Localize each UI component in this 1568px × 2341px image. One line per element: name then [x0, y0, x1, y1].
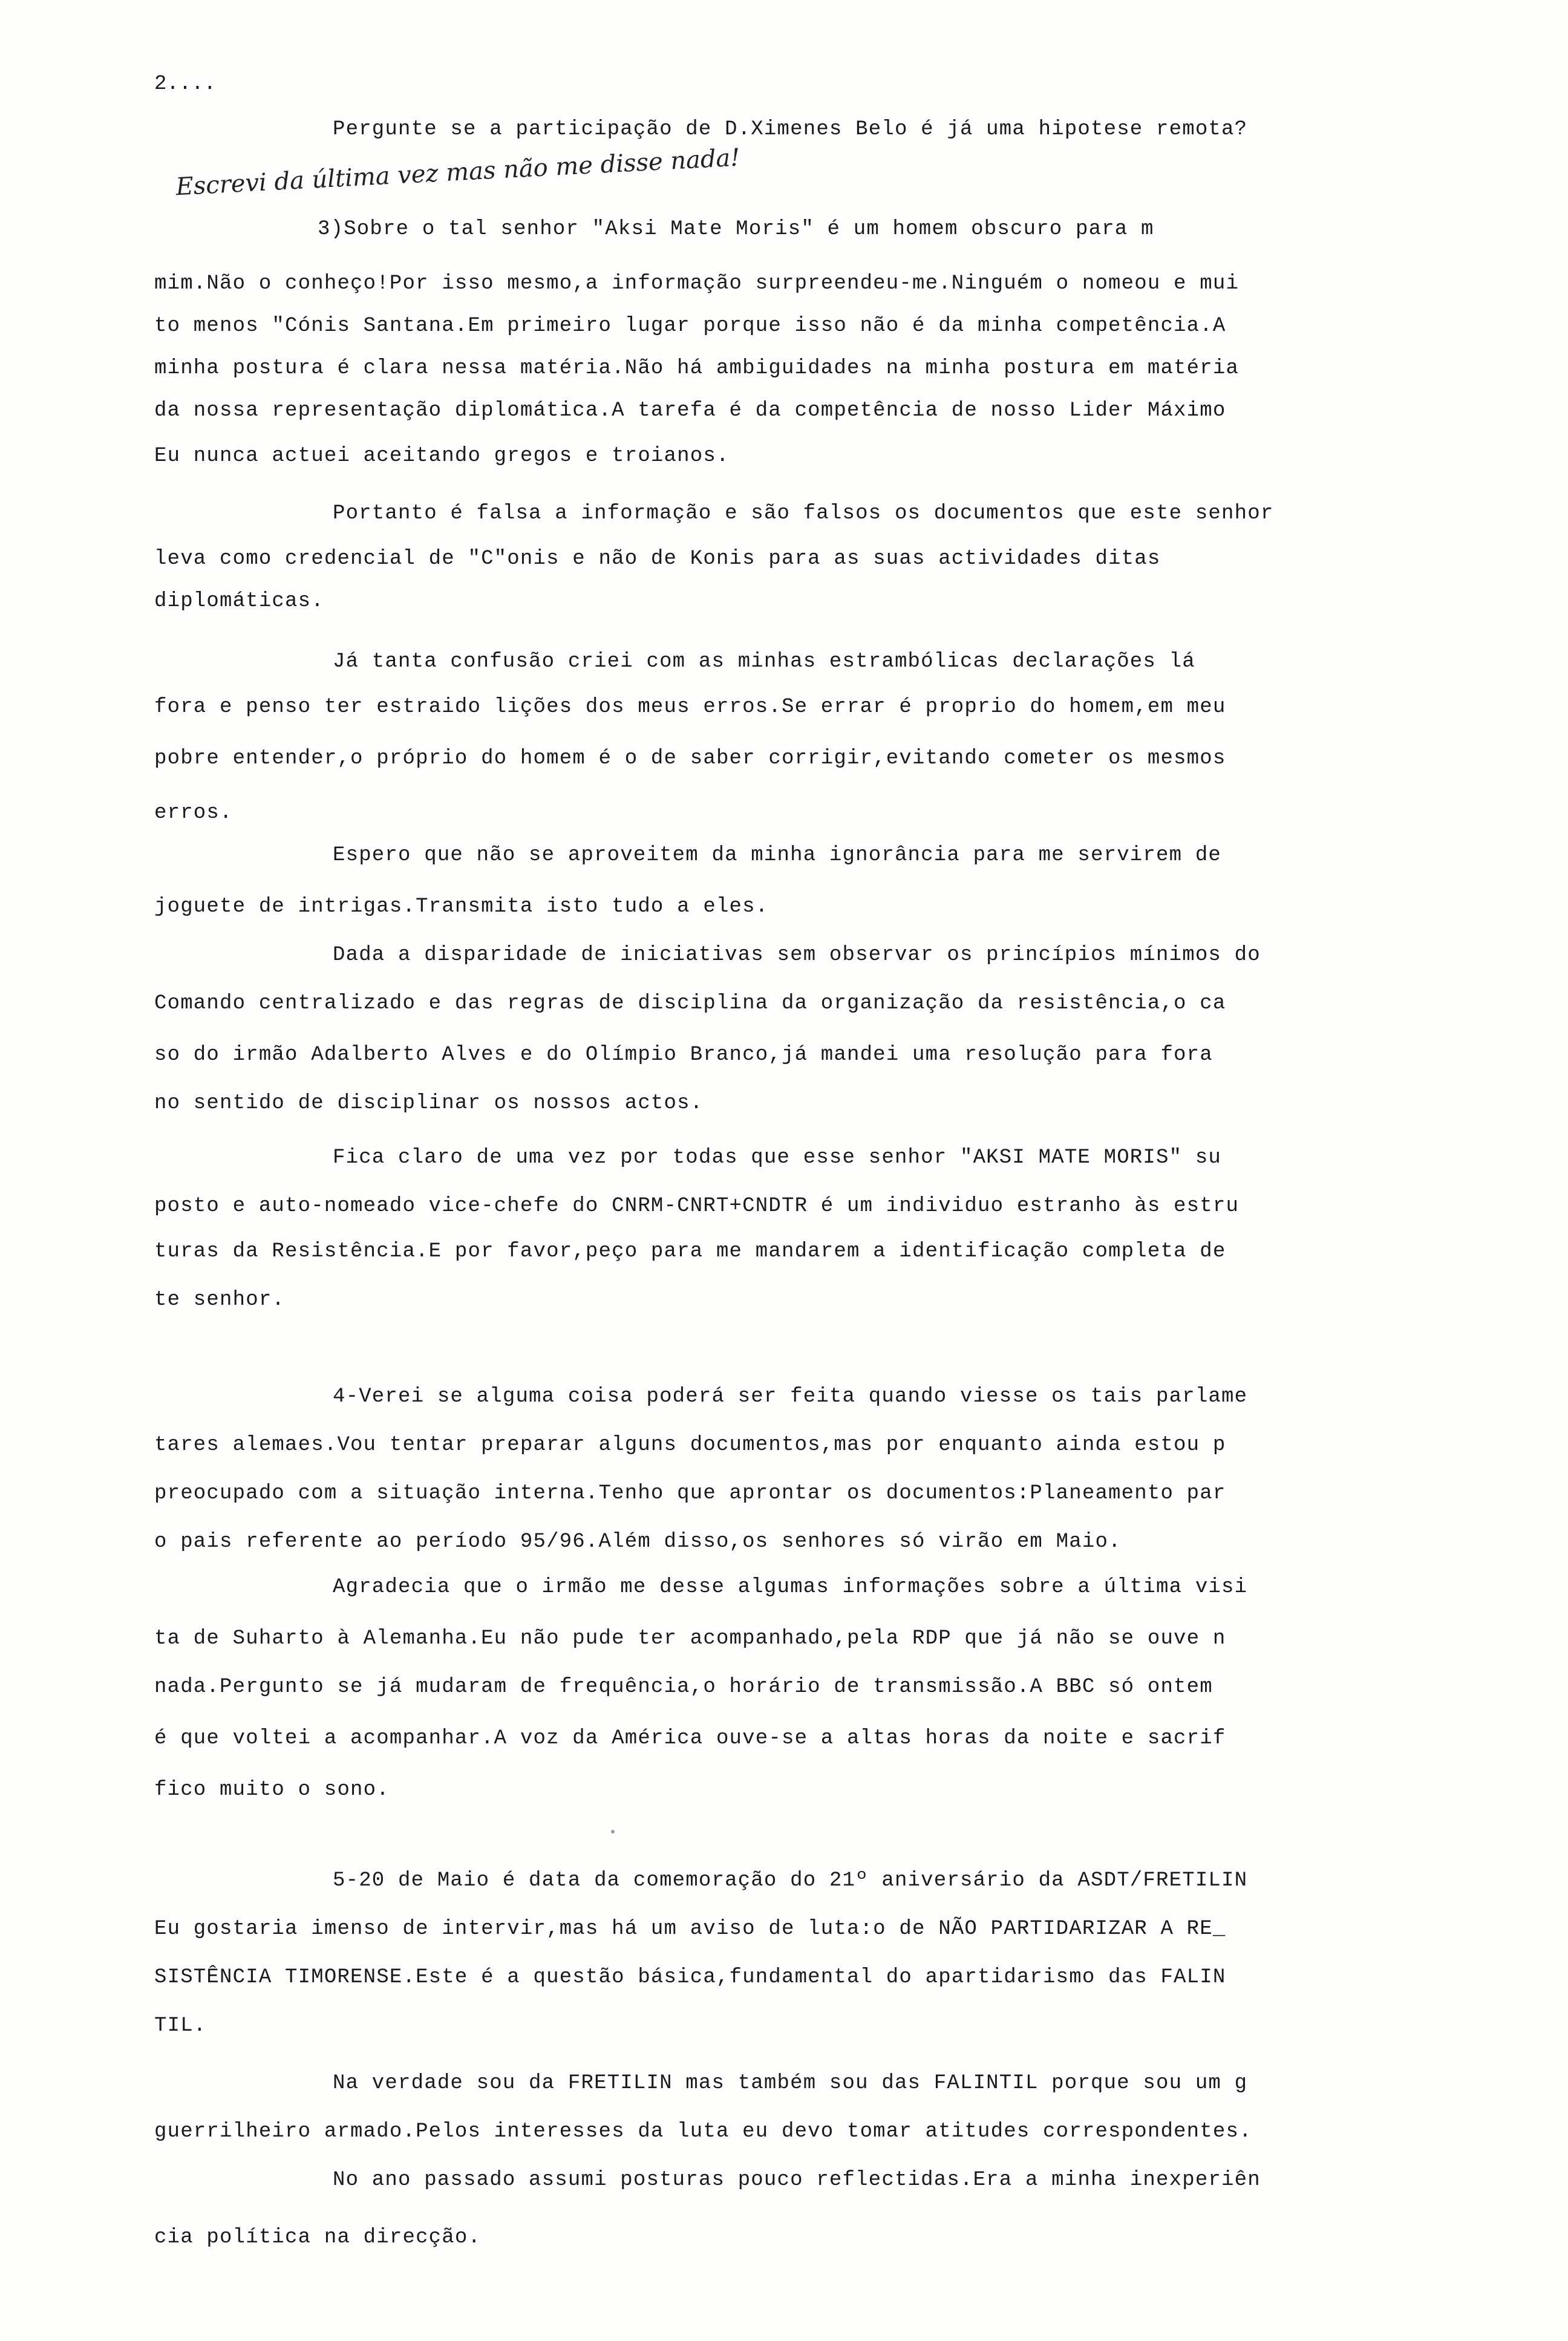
text-line: fora e penso ter estraido lições dos meus erros.Se errar é proprio do homem,em meu	[154, 696, 1226, 719]
text-line: tares alemaes.Vou tentar preparar alguns documentos,mas por enquanto ainda estou p	[154, 1434, 1226, 1457]
text-line: joguete de intrigas.Transmita isto tudo a eles.	[154, 895, 769, 918]
page-number: 2....	[154, 73, 217, 96]
text-line: cia política na direcção.	[154, 2226, 482, 2249]
text-line: Fica claro de uma vez por todas que esse senhor "AKSI MATE MORIS" su	[333, 1146, 1222, 1169]
text-line: posto e auto-nomeado vice-chefe do CNRM-CNRT+CNDTR é um individuo estranho às estru	[154, 1195, 1240, 1218]
text-line: nada.Pergunto se já mudaram de frequência,o horário de transmissão.A BBC só ontem	[154, 1676, 1213, 1699]
text-line: SISTÊNCIA TIMORENSE.Este é a questão básica,fundamental do apartidarismo das FALIN	[154, 1966, 1226, 1989]
text-line: 5-20 de Maio é data da comemoração do 21º aniversário da ASDT/FRETILIN	[333, 1869, 1248, 1892]
text-line: o pais referente ao período 95/96.Além disso,os senhores só virão em Maio.	[154, 1530, 1122, 1553]
text-line: minha postura é clara nessa matéria.Não há ambiguidades na minha postura em matéria	[154, 357, 1240, 380]
handwritten-note: Escrevi da última vez mas não me disse nada!	[175, 143, 741, 201]
text-line: ta de Suharto à Alemanha.Eu não pude ter acompanhado,pela RDP que já não se ouve n	[154, 1627, 1226, 1650]
text-line: to menos "Cónis Santana.Em primeiro lugar porque isso não é da minha competência.A	[154, 315, 1226, 338]
text-line: Eu nunca actuei aceitando gregos e troianos.	[154, 445, 730, 468]
text-line: mim.Não o conheço!Por isso mesmo,a informação surpreendeu-me.Ninguém o nomeou e mui	[154, 272, 1240, 295]
text-line: 3)Sobre o tal senhor "Aksi Mate Moris" é um homem obscuro para m	[318, 218, 1154, 241]
text-line: da nossa representação diplomática.A tarefa é da competência de nosso Lider Máximo	[154, 399, 1226, 422]
text-line: Portanto é falsa a informação e são falsos os documentos que este senhor	[333, 502, 1274, 525]
scan-speck	[611, 1830, 615, 1833]
text-line: Na verdade sou da FRETILIN mas também sou das FALINTIL porque sou um g	[333, 2072, 1248, 2095]
text-line: é que voltei a acompanhar.A voz da América ouve-se a altas horas da noite e sacrif	[154, 1727, 1226, 1750]
text-line: no sentido de disciplinar os nossos actos.	[154, 1092, 704, 1115]
text-line: Comando centralizado e das regras de disciplina da organização da resistência,o ca	[154, 992, 1226, 1015]
text-line: erros.	[154, 802, 233, 824]
text-line: fico muito o sono.	[154, 1778, 390, 1801]
text-line: so do irmão Adalberto Alves e do Olímpio Branco,já mandei uma resolução para fora	[154, 1043, 1213, 1066]
text-line: preocupado com a situação interna.Tenho que aprontar os documentos:Planeamento par	[154, 1482, 1226, 1505]
text-line: Já tanta confusão criei com as minhas estrambólicas declarações lá	[333, 650, 1195, 673]
text-line: Agradecia que o irmão me desse algumas informações sobre a última visi	[333, 1576, 1248, 1599]
text-line: TIL.	[154, 2014, 207, 2037]
text-line: Pergunte se a participação de D.Ximenes Belo é já uma hipotese remota?	[333, 118, 1248, 141]
text-line: te senhor.	[154, 1288, 286, 1311]
text-line: leva como credencial de "C"onis e não de Konis para as suas actividades ditas	[154, 547, 1161, 570]
text-line: pobre entender,o próprio do homem é o de saber corrigir,evitando cometer os mesmos	[154, 747, 1226, 770]
text-line: diplomáticas.	[154, 590, 324, 613]
text-line: No ano passado assumi posturas pouco reflectidas.Era a minha inexperiên	[333, 2169, 1261, 2192]
text-line: Dada a disparidade de iniciativas sem observar os princípios mínimos do	[333, 944, 1261, 967]
text-line: 4-Verei se alguma coisa poderá ser feita quando viesse os tais parlame	[333, 1385, 1248, 1408]
text-line: Eu gostaria imenso de intervir,mas há um aviso de luta:o de NÃO PARTIDARIZAR A RE_	[154, 1918, 1226, 1941]
text-line: turas da Resistência.E por favor,peço para me mandarem a identificação completa de	[154, 1240, 1226, 1263]
text-line: Espero que não se aproveitem da minha ignorância para me servirem de	[333, 844, 1222, 867]
text-line: guerrilheiro armado.Pelos interesses da luta eu devo tomar atitudes correspondentes.	[154, 2120, 1252, 2143]
